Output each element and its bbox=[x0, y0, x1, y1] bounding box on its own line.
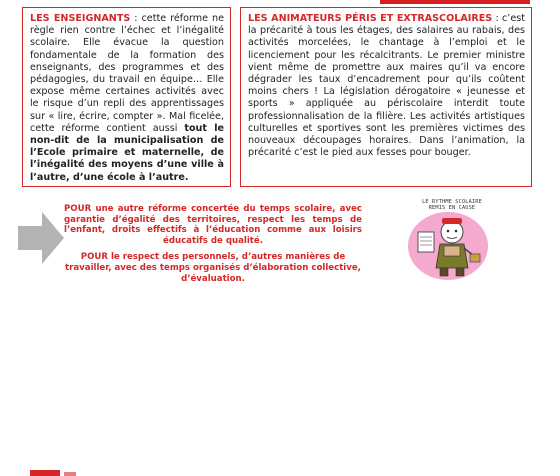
top-accent-bar bbox=[380, 0, 530, 4]
teachers-text: : cette réforme ne règle rien contre l’échec et l’inégalité scolaire. Elle évacue la question fondamentale de la formation des enseignants, des programmes et des pédagogies, du travail en équipe… Elle expose même certaines activités avec le risque d’un repli des apprentissages sur « lire, écrire, compter ». Mal ficelée, cette réforme contient aussi bbox=[30, 13, 224, 134]
animators-heading: LES ANIMATEURS PÉRIS ET EXTRASCOLAIRES bbox=[248, 13, 493, 24]
demand-staff-respect: POUR le respect des personnels, d’autres manières de travailler, avec des temps organisés d’élaboration collective, d’évaluation. bbox=[65, 252, 361, 284]
demand-school-reform: POUR une autre réforme concertée du temps scolaire, avec garantie d’égalité des territoires, respect les temps de l’enfant, droits effectifs à l’éducation comme aux loisirs éducatifs de qualité. bbox=[64, 204, 362, 246]
bottom-decoration bbox=[30, 466, 530, 476]
demands-block bbox=[64, 204, 362, 290]
animators-text: : c’est la précarité à tous les étages, des salaires au rabais, des activités morcelées, le chantage à l’emploi et le licenciement pour les récalcitrants. Le premier ministre vient même de promettre aux maires qu’il va encore dégrader les taux d’encadrement pour qu’ils coûtent moins chers ! La législation dérogatoire « jeunesse et sports » appliquée au périscolaire interdit toute professionnalisation de la filière. Les activités artistiques culturelles et sportives sont les premières victimes des nouveaux découpages horaires. Dans l’animation, la précarité c’est le pied aux fesses pour bouger. bbox=[248, 13, 525, 159]
animators-box bbox=[240, 7, 532, 187]
teachers-heading: LES ENSEIGNANTS bbox=[30, 13, 131, 24]
cartoon-caption: LE RYTHME SCOLAIRE REMIS EN CAUSE bbox=[422, 199, 482, 211]
teachers-box bbox=[22, 7, 231, 187]
arrow-right-icon bbox=[18, 212, 64, 264]
teachers-emphasis: tout le non-dit de la municipalisation de l’Ecole primaire et maternelle, de l’inégalité des moyens d’une ville à l’autre, d’une école à l’autre. bbox=[30, 122, 224, 183]
